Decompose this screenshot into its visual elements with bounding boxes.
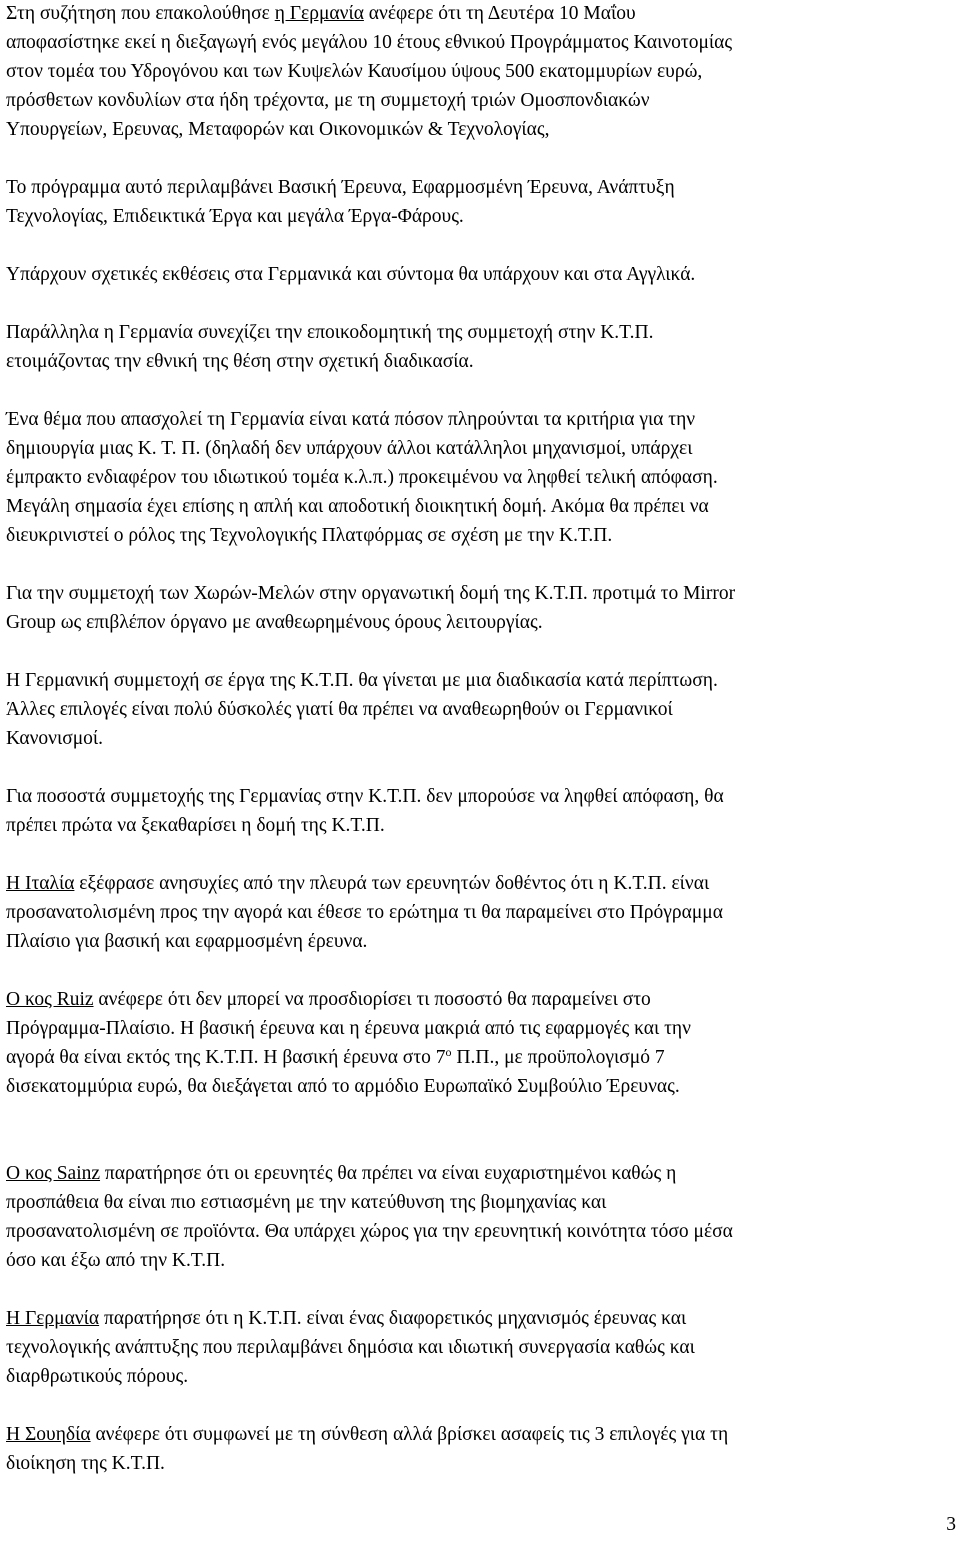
speaker-germany-2: Η Γερμανία [6, 1308, 100, 1329]
paragraph-case-by-case [6, 666, 952, 753]
paragraph-mirror-group [6, 579, 952, 637]
text-line: διαρθρωτικούς πόρους. [6, 1366, 189, 1387]
text-line: Ένα θέμα που απασχολεί τη Γερμανία είναι κατά πόσον πληρούνται τα κριτήρια για την [6, 409, 696, 430]
text-line: όσο και έξω από την Κ.Τ.Π. [6, 1250, 226, 1271]
paragraph-italy [6, 869, 952, 956]
text-line: Πρόγραμμα-Πλαίσιο. Η βασική έρευνα και η έρευνα μακριά από τις εφαρμογές και την [6, 1018, 691, 1039]
paragraph-percentages [6, 782, 952, 840]
text-line: στον τομέα του Υδρογόνου και των Κυψελών Καυσίμου ύψους 500 εκατομμυρίων ευρώ, [6, 61, 703, 82]
text-line: Μεγάλη σημασία έχει επίσης η απλή και αποδοτική διοικητική δομή. Ακόμα θα πρέπει να [6, 496, 709, 517]
text-line: αποφασίστηκε εκεί η διεξαγωγή ενός μεγάλου 10 έτους εθνικού Προγράμματος Καινοτομίας [6, 32, 733, 53]
text-line: προσπάθεια θα είναι πιο εστιασμένη με την κατεύθυνση της βιομηχανίας και [6, 1192, 607, 1213]
paragraph-germany-mechanism [6, 1304, 952, 1391]
speaker-ruiz: Ο κος Ruiz [6, 989, 94, 1010]
text-line: Group ως επιβλέπον όργανο με αναθεωρημένους όρους λειτουργίας. [6, 612, 543, 633]
text-line: Παράλληλα η Γερμανία συνεχίζει την εποικοδομητική της συμμετοχή στην Κ.Τ.Π. [6, 322, 654, 343]
text-line: Κανονισμοί. [6, 728, 104, 749]
speaker-germany: η Γερμανία [274, 3, 364, 24]
text-line: Το πρόγραμμα αυτό περιλαμβάνει Βασική Έρευνα, Εφαρμοσμένη Έρευνα, Ανάπτυξη [6, 177, 675, 198]
text-line: ετοιμάζοντας την εθνική της θέση στην σχετική διαδικασία. [6, 351, 474, 372]
text-line: προσανατολισμένη σε προϊόντα. Θα υπάρχει χώρος για την ερευνητική κοινότητα τόσο μέσα [6, 1221, 733, 1242]
text-line: Πλαίσιο για βασική και εφαρμοσμένη έρευνα. [6, 931, 368, 952]
text-line: Τεχνολογίας, Επιδεικτικά Έργα και μεγάλα Έργα-Φάρους. [6, 206, 464, 227]
text-line: Υπουργείων, Ερευνας, Μεταφορών και Οικονομικών & Τεχνολογίας, [6, 119, 550, 140]
superscript-o: ο [445, 1045, 452, 1059]
paragraph-germany-program [6, 0, 952, 144]
page-number: 3 [946, 1514, 956, 1535]
text-line: Ο κος Sainz παρατήρησε ότι οι ερευνητές θα πρέπει να είναι ευχαριστημένοι καθώς η [6, 1163, 677, 1184]
paragraph-criteria [6, 405, 952, 550]
speaker-sweden: Η Σουηδία [6, 1424, 91, 1445]
text-line: πρόσθετων κονδυλίων στα ήδη τρέχοντα, με τη συμμετοχή τριών Ομοσπονδιακών [6, 90, 650, 111]
text-line: διοίκηση της Κ.Τ.Π. [6, 1453, 165, 1474]
paragraph-participation [6, 318, 952, 376]
text-line: τεχνολογικής ανάπτυξης που περιλαμβάνει δημόσια και ιδιωτική συνεργασία καθώς και [6, 1337, 695, 1358]
text-line: Η Σουηδία ανέφερε ότι συμφωνεί με τη σύνθεση αλλά βρίσκει ασαφείς τις 3 επιλογές για τη [6, 1424, 729, 1445]
text-line: έμπρακτο ενδιαφέρον του ιδιωτικού τομέα κ.λ.π.) προκειμένου να ληφθεί τελική απόφαση. [6, 467, 718, 488]
paragraph-ruiz [6, 985, 952, 1101]
text-line: Άλλες επιλογές είναι πολύ δύσκολές γιατί θα πρέπει να αναθεωρηθούν οι Γερμανικοί [6, 699, 673, 720]
document-body [6, 0, 952, 1478]
text-line: Η Ιταλία εξέφρασε ανησυχίες από την πλευρά των ερευνητών δοθέντος ότι η Κ.Τ.Π. είναι [6, 873, 710, 894]
paragraph-program-content [6, 173, 952, 231]
text-line: Υπάρχουν σχετικές εκθέσεις στα Γερμανικά και σύντομα θα υπάρχουν και στα Αγγλικά. [6, 264, 696, 285]
text-line: Για την συμμετοχή των Χωρών-Μελών στην οργανωτική δομή της Κ.Τ.Π. προτιμά το Mirror [6, 583, 736, 604]
text-line: δημιουργία μιας Κ. Τ. Π. (δηλαδή δεν υπάρχουν άλλοι κατάλληλοι μηχανισμοί, υπάρχει [6, 438, 693, 459]
text-line: Στη συζήτηση που επακολούθησε η Γερμανία ανέφερε ότι τη Δευτέρα 10 Μαΐου [6, 3, 636, 24]
text-line: προσανατολισμένη προς την αγορά και έθεσε το ερώτημα τι θα παραμείνει στο Πρόγραμμα [6, 902, 723, 923]
text-line: Για ποσοστά συμμετοχής της Γερμανίας στην Κ.Τ.Π. δεν μπορούσε να ληφθεί απόφαση, θα [6, 786, 724, 807]
text-line: αγορά θα είναι εκτός της Κ.Τ.Π. Η βασική έρευνα στο $7^o$ Π.Π., με προϋπολογισμό 7 [6, 1045, 665, 1068]
text-line: διευκρινιστεί ο ρόλος της Τεχνολογικής Πλατφόρμας σε σχέση με την Κ.Τ.Π. [6, 525, 613, 546]
speaker-sainz: Ο κος Sainz [6, 1163, 101, 1184]
paragraph-reports [6, 260, 952, 289]
text-line: Ο κος Ruiz ανέφερε ότι δεν μπορεί να προσδιορίσει τι ποσοστό θα παραμείνει στο [6, 989, 651, 1010]
text-line: Η Γερμανική συμμετοχή σε έργα της Κ.Τ.Π. θα γίνεται με μια διαδικασία κατά περίπτωση. [6, 670, 718, 691]
paragraph-sainz [6, 1159, 952, 1275]
text-line: δισεκατομμύρια ευρώ, θα διεξάγεται από το αρμόδιο Ευρωπαϊκό Συμβούλιο Έρευνας. [6, 1076, 680, 1097]
paragraph-sweden [6, 1420, 952, 1478]
text-line: πρέπει πρώτα να ξεκαθαρίσει η δομή της Κ.Τ.Π. [6, 815, 385, 836]
text-line: Η Γερμανία παρατήρησε ότι η Κ.Τ.Π. είναι ένας διαφορετικός μηχανισμός έρευνας και [6, 1308, 687, 1329]
speaker-italy: Η Ιταλία [6, 873, 75, 894]
